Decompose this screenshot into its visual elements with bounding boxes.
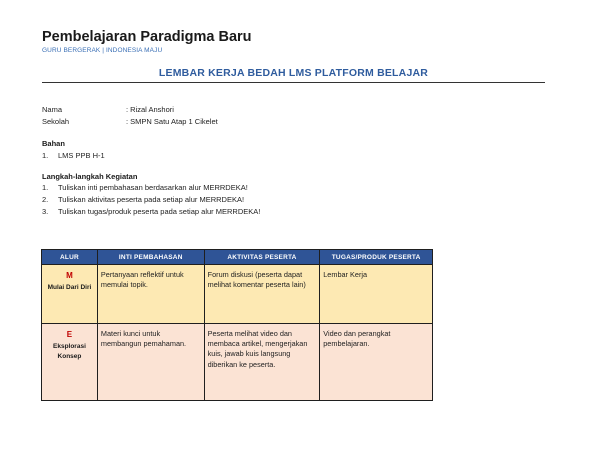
inti-cell: Pertanyaan reflektif untuk memulai topik.: [97, 265, 204, 324]
list-number: 1.: [42, 151, 49, 160]
header-aktivitas: AKTIVITAS PESERTA: [204, 250, 320, 265]
info-row-sekolah: [42, 117, 218, 126]
tugas-cell: Video dan perangkat pembelajaran.: [320, 324, 433, 401]
list-text: Tuliskan aktivitas peserta pada setiap alur MERRDEKA!: [58, 195, 245, 204]
alur-cell: [42, 265, 98, 324]
bahan-item: [42, 151, 105, 160]
alur-table: [41, 249, 433, 401]
langkah-item: [42, 207, 260, 216]
list-text: Tuliskan tugas/produk peserta pada setiap alur MERRDEKA!: [58, 207, 261, 216]
langkah-item: [42, 183, 248, 192]
info-label: Sekolah: [42, 117, 70, 126]
header-tugas: TUGAS/PRODUK PESERTA: [320, 250, 433, 265]
list-text: LMS PPB H-1: [58, 151, 105, 160]
table-header-row: [42, 250, 433, 265]
langkah-item: [42, 195, 244, 204]
info-value: : SMPN Satu Atap 1 Cikelet: [126, 117, 218, 126]
page-subtitle: GURU BERGERAK | INDONESIA MAJU: [42, 47, 163, 54]
header-alur: ALUR: [42, 250, 98, 265]
list-text: Tuliskan inti pembahasan berdasarkan alur MERRDEKA!: [58, 183, 248, 192]
page-title: Pembelajaran Paradigma Baru: [42, 29, 252, 45]
list-number: 3.: [42, 207, 49, 216]
alur-name: Mulai Dari Diri: [47, 284, 92, 292]
inti-cell: Materi kunci untuk membangun pemahaman.: [97, 324, 204, 401]
title-divider: [42, 82, 545, 83]
alur-letter: M: [66, 271, 73, 280]
info-value: : Rizal Anshori: [126, 105, 174, 114]
alur-cell: [42, 324, 98, 401]
list-number: 2.: [42, 195, 49, 204]
header-inti: INTI PEMBAHASAN: [97, 250, 204, 265]
aktivitas-cell: Forum diskusi (peserta dapat melihat komentar peserta lain): [204, 265, 320, 324]
langkah-heading: Langkah-langkah Kegiatan: [42, 172, 138, 181]
table-row: [42, 324, 433, 401]
worksheet-title: LEMBAR KERJA BEDAH LMS PLATFORM BELAJAR: [158, 67, 429, 79]
alur-letter: E: [66, 330, 73, 339]
info-label: Nama: [42, 105, 63, 114]
bahan-heading: Bahan: [42, 139, 65, 148]
list-number: 1.: [42, 183, 49, 192]
tugas-cell: Lembar Kerja: [320, 265, 433, 324]
alur-name: Eksplorasi Konsep: [53, 343, 86, 360]
info-row-nama: [42, 105, 174, 114]
table-row: [42, 265, 433, 324]
aktivitas-cell: Peserta melihat video dan membaca artikel, mengerjakan kuis, jawab kuis langsung diberikan ke peserta.: [204, 324, 320, 401]
